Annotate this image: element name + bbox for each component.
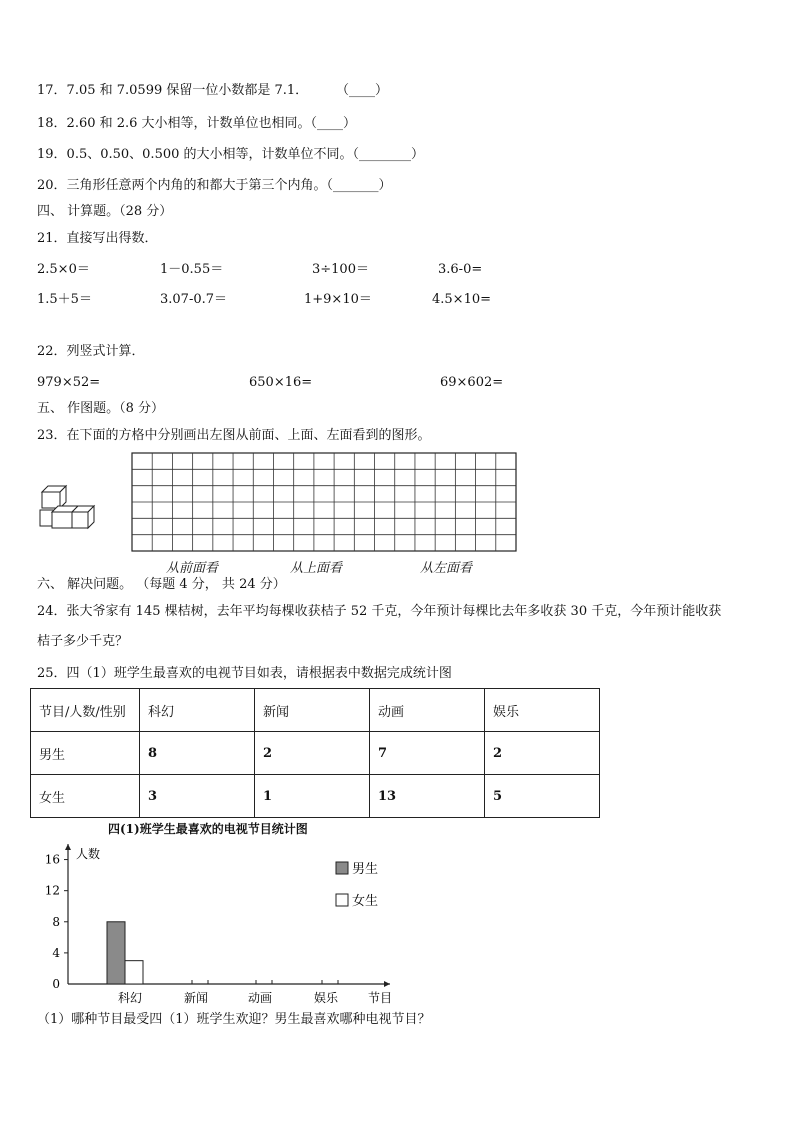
- x-tick-label: 动画: [247, 991, 273, 1005]
- table-cell: 2: [485, 732, 600, 775]
- table-cell: 13: [370, 775, 485, 818]
- bar-chart: [30, 838, 430, 1006]
- question-19: 19．0.5、0.50、0.500 的大小相等，计数单位不同。（________）: [37, 147, 425, 162]
- table-cell: 7: [370, 732, 485, 775]
- question-25: 25．四（1）班学生最喜欢的电视节目如表，请根据表中数据完成统计图: [37, 666, 452, 681]
- table-cell: 1: [255, 775, 370, 818]
- question-17-text: 17．7.05 和 7.0599 保留一位小数都是 7.1．: [37, 83, 309, 98]
- table-row: [31, 732, 600, 775]
- legend-swatch: [336, 894, 348, 906]
- calc-r1-c1: 2.5×0＝: [37, 262, 90, 277]
- drawing-grid[interactable]: [131, 452, 517, 552]
- caption-top-view: 从上面看: [290, 561, 343, 576]
- caption-front-view: 从前面看: [166, 561, 219, 576]
- calc-r2-c4: 4.5×10=: [432, 292, 492, 307]
- section-6-heading: 六、 解决问题。 （每题 4 分， 共 24 分）: [37, 577, 286, 592]
- question-22: 22．列竖式计算．: [37, 344, 145, 359]
- table-cell: 5: [485, 775, 600, 818]
- y-tick-label: 8: [52, 914, 60, 929]
- y-tick-label: 12: [44, 883, 60, 898]
- calc-r2-c3: 1+9×10＝: [304, 292, 372, 307]
- calc-r1-c2: 1－0.55＝: [160, 262, 224, 277]
- legend-label: 女生: [352, 894, 379, 909]
- question-18: 18．2.60 和 2.6 大小相等，计数单位也相同。（____）: [37, 116, 357, 131]
- y-tick-label: 16: [44, 852, 60, 867]
- legend-label: 男生: [352, 862, 379, 877]
- tv-program-table: [30, 688, 600, 818]
- x-tick-label: 娱乐: [313, 991, 339, 1005]
- table-cell: 2: [255, 732, 370, 775]
- vertical-calc-3: 69×602=: [440, 375, 504, 390]
- question-17: [37, 83, 308, 99]
- calc-r1-c4: 3.6-0=: [438, 262, 483, 277]
- caption-left-view: 从左面看: [420, 561, 473, 576]
- question-17-blank: （____）: [336, 83, 389, 98]
- question-21: 21．直接写出得数．: [37, 231, 158, 246]
- vertical-calc-2: 650×16=: [249, 375, 313, 390]
- table-row: [31, 775, 600, 818]
- legend-swatch: [336, 862, 348, 874]
- bar-female: [125, 961, 143, 984]
- question-20: 20．三角形任意两个内角的和都大于第三个内角。（_______）: [37, 178, 392, 193]
- table-cell: 男生: [31, 732, 140, 775]
- chart-title: 四(1)班学生最喜欢的电视节目统计图: [108, 822, 308, 836]
- calc-r2-c1: 1.5＋5＝: [37, 292, 92, 307]
- x-axis-label: 节目: [367, 991, 393, 1005]
- x-tick-label: 新闻: [183, 991, 209, 1005]
- cube-stack-figure: [38, 480, 110, 530]
- y-tick-label: 0: [52, 977, 60, 991]
- table-header-cell: 科幻: [140, 689, 255, 732]
- table-cell: 3: [140, 775, 255, 818]
- question-24-line1: 24．张大爷家有 145 棵桔树，去年平均每棵收获桔子 52 千克，今年预计每棵比去年多收获 30 千克，今年预计能收获: [37, 604, 722, 619]
- table-header-cell: 动画: [370, 689, 485, 732]
- table-header-cell: 娱乐: [485, 689, 600, 732]
- section-5-heading: 五、 作图题。（8 分）: [37, 401, 165, 416]
- calc-r2-c2: 3.07-0.7＝: [160, 292, 228, 307]
- x-tick-label: 科幻: [117, 991, 143, 1005]
- y-axis-label: 人数: [76, 847, 101, 861]
- table-header-row: [31, 689, 600, 732]
- y-tick-label: 4: [52, 945, 60, 960]
- table-cell: 8: [140, 732, 255, 775]
- table-header-cell: 新闻: [255, 689, 370, 732]
- x-axis-arrow: [384, 981, 390, 987]
- y-axis-arrow: [65, 844, 71, 850]
- question-25-sub1: （1）哪种节目最受四（1）班学生欢迎？男生最喜欢哪种电视节目？: [37, 1012, 431, 1027]
- table-cell: 女生: [31, 775, 140, 818]
- vertical-calc-1: 979×52=: [37, 375, 101, 390]
- bar-male: [107, 922, 125, 984]
- section-4-heading: 四、 计算题。（28 分）: [37, 204, 173, 219]
- table-header-cell: 节目/人数/性别: [31, 689, 140, 732]
- question-24-line2: 桔子多少千克？: [37, 634, 129, 649]
- calc-r1-c3: 3÷100＝: [312, 262, 369, 277]
- question-23: 23．在下面的方格中分别画出左图从前面、上面、左面看到的图形。: [37, 428, 431, 443]
